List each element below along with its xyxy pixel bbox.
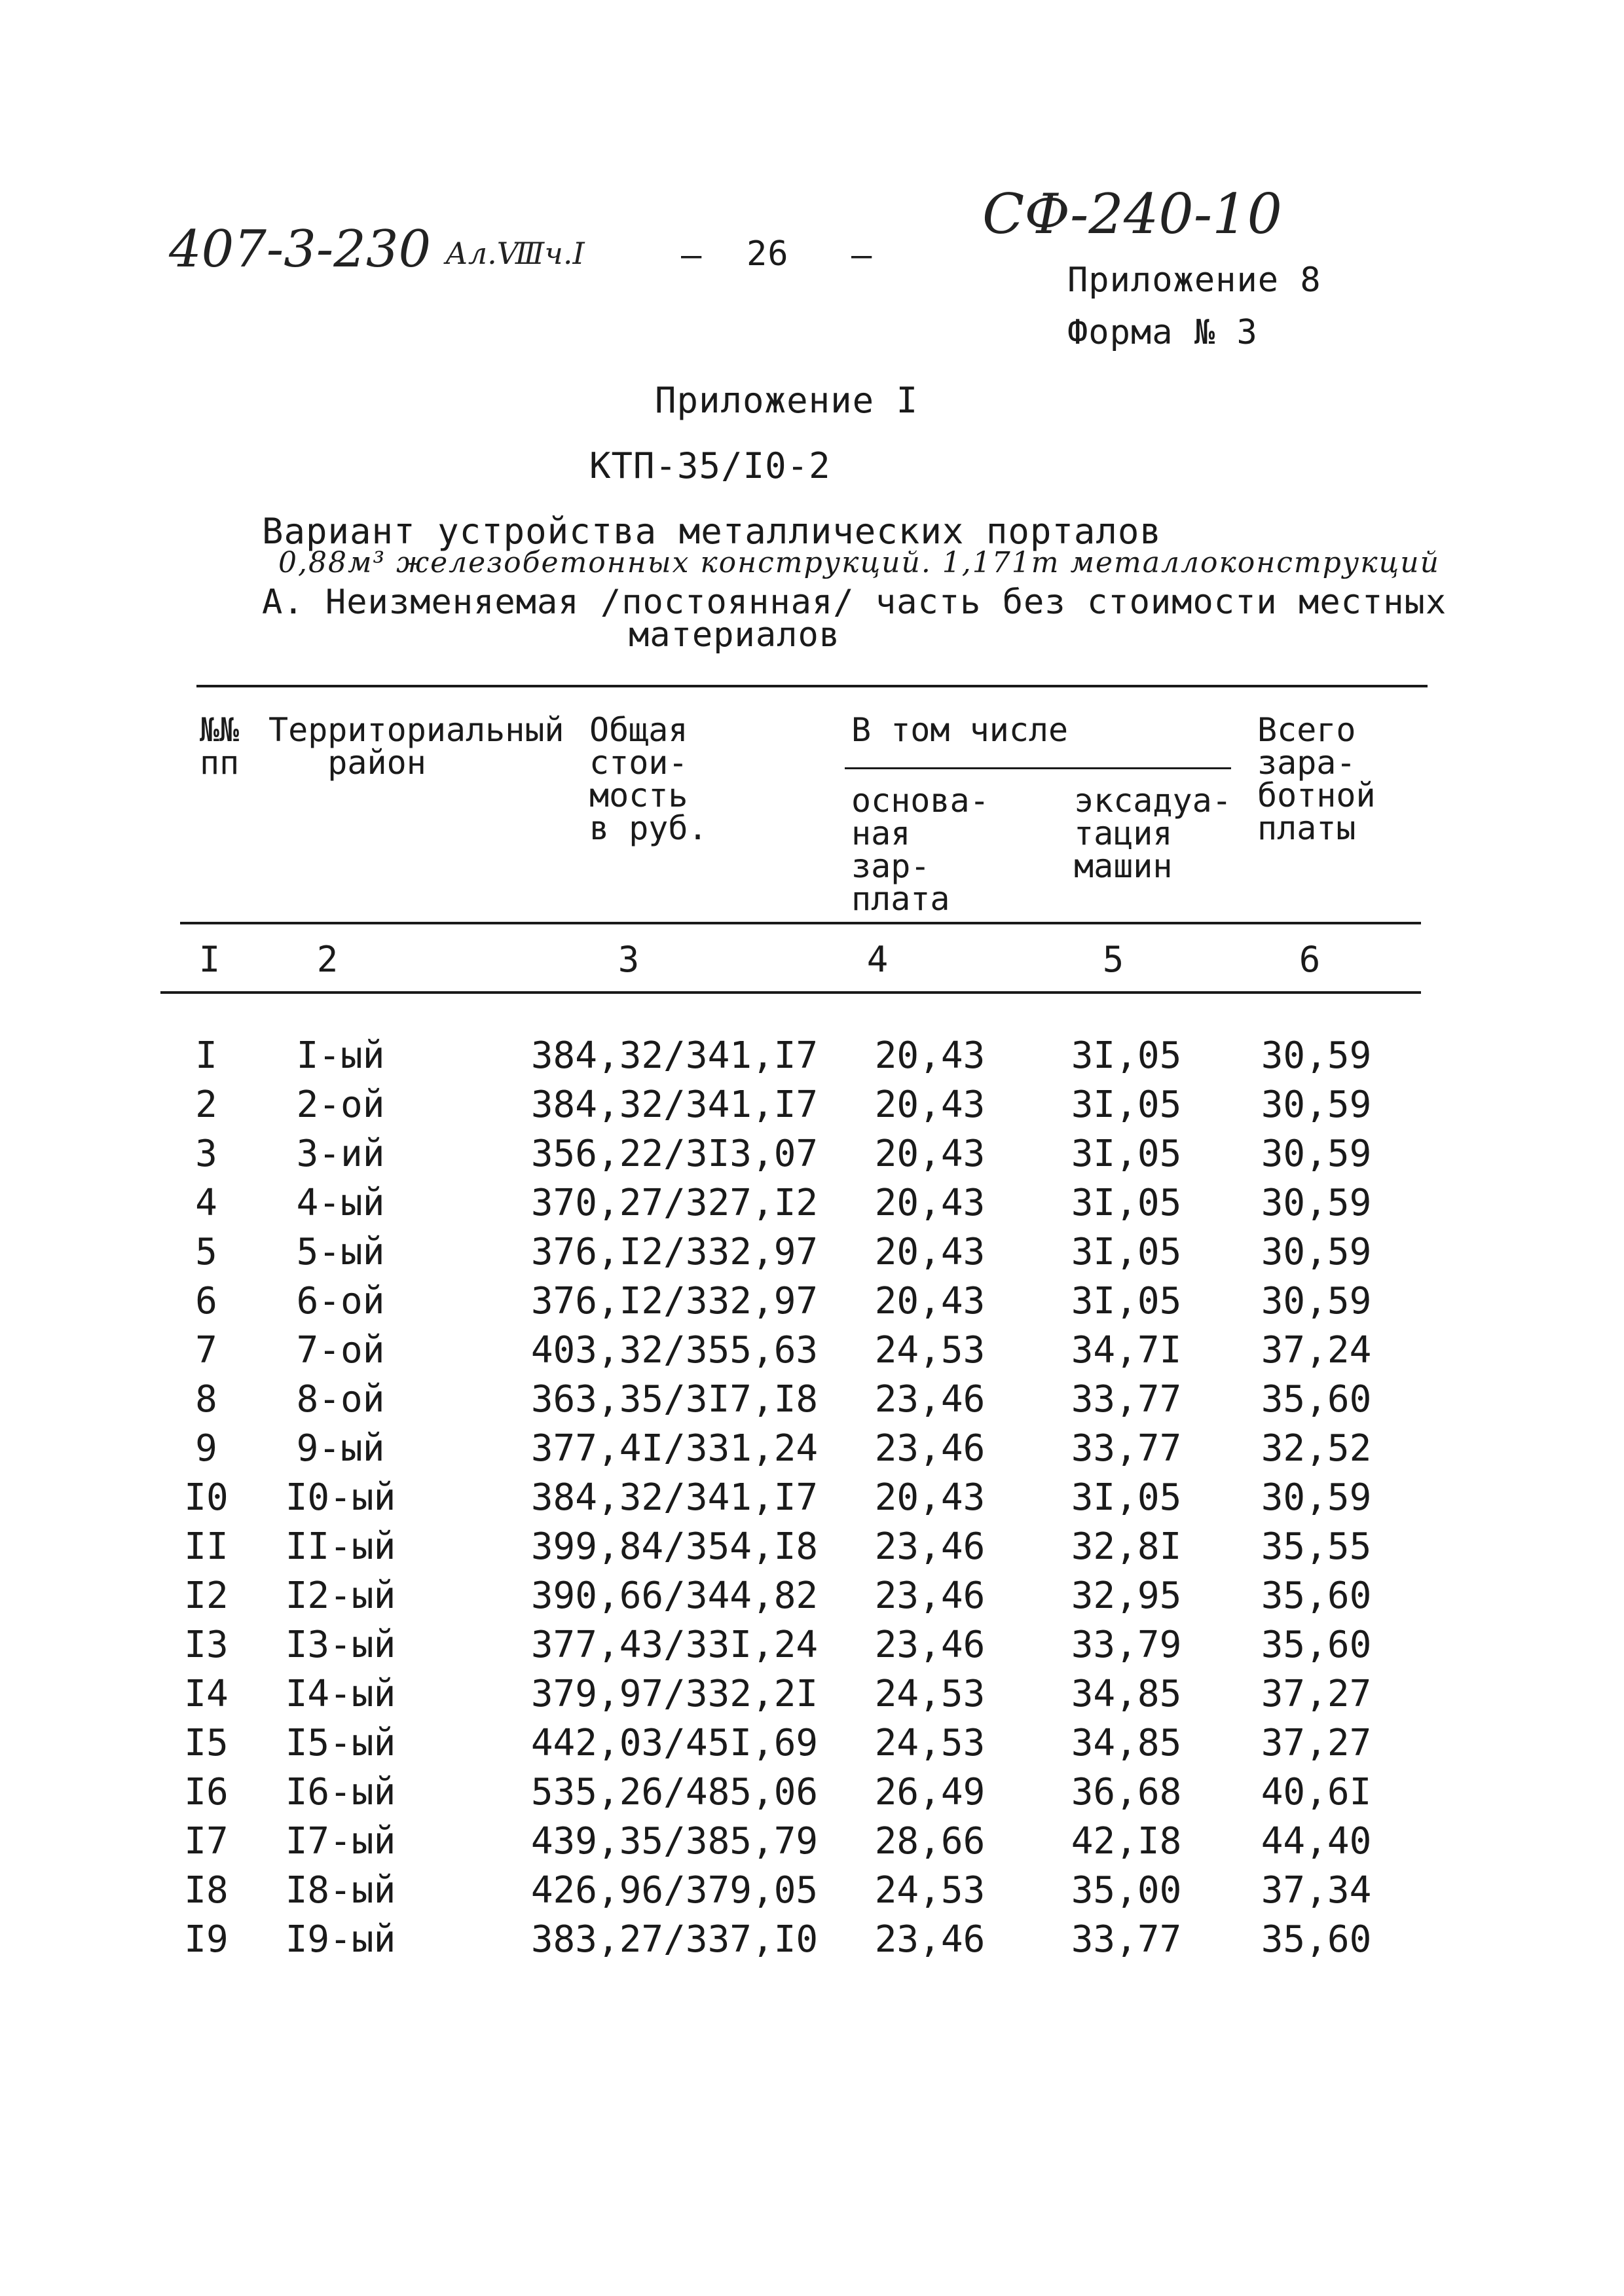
row-total-pay: 37,34 (1261, 1869, 1372, 1912)
row-region: 8-ой (296, 1378, 385, 1421)
row-cost: 384,32/341,I7 (530, 1084, 819, 1126)
row-cost: 442,03/45I,69 (530, 1722, 819, 1764)
row-total-pay: 30,59 (1261, 1280, 1372, 1322)
row-base-pay: 24,53 (874, 1673, 986, 1715)
row-machines: 35,00 (1071, 1869, 1182, 1912)
row-number: 6 (195, 1280, 217, 1322)
row-machines: 3I,05 (1071, 1034, 1182, 1077)
row-cost: 377,4I/331,24 (530, 1427, 819, 1470)
row-number: 2 (195, 1084, 217, 1126)
header-machines: эксадуа- тация машин (1074, 782, 1232, 885)
row-base-pay: 23,46 (874, 1427, 986, 1470)
row-number: 4 (195, 1182, 217, 1224)
row-base-pay: 20,43 (874, 1182, 986, 1224)
row-region: 2-ой (296, 1084, 385, 1126)
table-row (0, 1378, 1624, 1428)
row-total-pay: 32,52 (1261, 1427, 1372, 1470)
row-cost: 370,27/327,I2 (530, 1182, 819, 1224)
row-cost: 356,22/3I3,07 (530, 1133, 819, 1175)
row-number: 5 (195, 1231, 217, 1273)
table-row (0, 1427, 1624, 1477)
appendix-title: Приложение I (655, 380, 919, 421)
row-total-pay: 30,59 (1261, 1034, 1372, 1077)
header-no: №№ пп (200, 711, 240, 782)
row-number: I2 (184, 1575, 229, 1617)
row-region: 9-ый (296, 1427, 385, 1470)
album-ref: Ал.Ⅷч.I (445, 236, 585, 271)
table-row (0, 1525, 1624, 1575)
row-base-pay: 24,53 (874, 1329, 986, 1372)
header-base-pay: основа- ная зар- плата (851, 782, 989, 918)
appendix-8: Приложение 8 (1067, 261, 1321, 300)
row-total-pay: 30,59 (1261, 1133, 1372, 1175)
row-base-pay: 24,53 (874, 1869, 986, 1912)
row-region: I3-ый (285, 1624, 396, 1666)
row-machines: 33,77 (1071, 1918, 1182, 1961)
row-number: I5 (184, 1722, 229, 1764)
row-base-pay: 28,66 (874, 1820, 986, 1863)
row-region: 4-ый (296, 1182, 385, 1224)
row-base-pay: 23,46 (874, 1575, 986, 1617)
table-row (0, 1231, 1624, 1281)
row-cost: 403,32/355,63 (530, 1329, 819, 1372)
row-machines: 3I,05 (1071, 1182, 1182, 1224)
row-base-pay: 20,43 (874, 1476, 986, 1519)
row-region: I6-ый (285, 1771, 396, 1813)
page-dash-left: – (681, 236, 703, 275)
row-region: I-ый (296, 1034, 385, 1077)
table-row (0, 1182, 1624, 1231)
table-row (0, 1329, 1624, 1379)
row-machines: 3I,05 (1071, 1280, 1182, 1322)
row-machines: 34,7I (1071, 1329, 1182, 1372)
row-region: I2-ый (285, 1575, 396, 1617)
row-total-pay: 44,40 (1261, 1820, 1372, 1863)
row-number: II (184, 1525, 229, 1568)
table-row (0, 1673, 1624, 1722)
row-region: I7-ый (285, 1820, 396, 1863)
row-number: I7 (184, 1820, 229, 1863)
row-total-pay: 35,60 (1261, 1918, 1372, 1961)
row-cost: 384,32/341,I7 (530, 1476, 819, 1519)
page-dash-right: – (851, 236, 873, 275)
col-number-1: I (198, 939, 221, 980)
row-machines: 34,85 (1071, 1673, 1182, 1715)
row-region: I0-ый (285, 1476, 396, 1519)
row-number: I9 (184, 1918, 229, 1961)
row-machines: 3I,05 (1071, 1084, 1182, 1126)
page-number: 26 (747, 234, 789, 274)
row-cost: 426,96/379,05 (530, 1869, 819, 1912)
row-machines: 36,68 (1071, 1771, 1182, 1813)
row-base-pay: 20,43 (874, 1280, 986, 1322)
row-region: 3-ий (296, 1133, 385, 1175)
row-total-pay: 40,6I (1261, 1771, 1372, 1813)
row-total-pay: 30,59 (1261, 1231, 1372, 1273)
variant-title: Вариант устройства металлических порталов (262, 511, 1162, 552)
col-number-4: 4 (866, 939, 889, 980)
row-region: II-ый (285, 1525, 396, 1568)
header-incl: В том числе (851, 711, 1069, 749)
form-number: Форма № 3 (1067, 313, 1258, 352)
table-row (0, 1869, 1624, 1919)
row-cost: 384,32/341,I7 (530, 1034, 819, 1077)
row-base-pay: 23,46 (874, 1624, 986, 1666)
section-title-line2: материалов (629, 615, 841, 655)
row-machines: 3I,05 (1071, 1133, 1182, 1175)
row-region: I5-ый (285, 1722, 396, 1764)
header-bottom-rule (180, 922, 1421, 924)
row-machines: 3I,05 (1071, 1231, 1182, 1273)
row-cost: 383,27/337,I0 (530, 1918, 819, 1961)
header-incl-rule (845, 767, 1231, 769)
row-cost: 390,66/344,82 (530, 1575, 819, 1617)
row-region: I8-ый (285, 1869, 396, 1912)
row-total-pay: 35,60 (1261, 1575, 1372, 1617)
table-row (0, 1624, 1624, 1673)
row-region: I4-ый (285, 1673, 396, 1715)
row-machines: 34,85 (1071, 1722, 1182, 1764)
col-number-6: 6 (1299, 939, 1321, 980)
row-region: 6-ой (296, 1280, 385, 1322)
row-base-pay: 24,53 (874, 1722, 986, 1764)
col-number-3: 3 (618, 939, 640, 980)
row-number: I8 (184, 1869, 229, 1912)
row-number: I6 (184, 1771, 229, 1813)
row-cost: 377,43/33I,24 (530, 1624, 819, 1666)
row-cost: 379,97/332,2I (530, 1673, 819, 1715)
table-row (0, 1280, 1624, 1330)
table-row (0, 1820, 1624, 1870)
row-cost: 439,35/385,79 (530, 1820, 819, 1863)
table-row (0, 1771, 1624, 1821)
row-number: I4 (184, 1673, 229, 1715)
row-number: 8 (195, 1378, 217, 1421)
row-base-pay: 20,43 (874, 1084, 986, 1126)
row-number: I0 (184, 1476, 229, 1519)
col-number-2: 2 (316, 939, 339, 980)
row-base-pay: 23,46 (874, 1525, 986, 1568)
table-row (0, 1034, 1624, 1084)
row-region: I9-ый (285, 1918, 396, 1961)
row-base-pay: 20,43 (874, 1133, 986, 1175)
row-region: 5-ый (296, 1231, 385, 1273)
row-base-pay: 23,46 (874, 1918, 986, 1961)
table-top-rule (196, 685, 1428, 687)
row-total-pay: 30,59 (1261, 1476, 1372, 1519)
table-row (0, 1084, 1624, 1133)
row-base-pay: 26,49 (874, 1771, 986, 1813)
series-code: СФ-240-10 (982, 182, 1282, 246)
row-total-pay: 30,59 (1261, 1182, 1372, 1224)
row-cost: 399,84/354,I8 (530, 1525, 819, 1568)
row-cost: 376,I2/332,97 (530, 1280, 819, 1322)
row-cost: 535,26/485,06 (530, 1771, 819, 1813)
row-cost: 376,I2/332,97 (530, 1231, 819, 1273)
row-machines: 3I,05 (1071, 1476, 1182, 1519)
row-cost: 363,35/3I7,I8 (530, 1378, 819, 1421)
col-number-5: 5 (1102, 939, 1124, 980)
row-number: I3 (184, 1624, 229, 1666)
ktp-title: КТП-35/I0-2 (589, 445, 831, 486)
row-region: 7-ой (296, 1329, 385, 1372)
row-base-pay: 23,46 (874, 1378, 986, 1421)
row-machines: 33,79 (1071, 1624, 1182, 1666)
header-total-cost: Общая стои- мость в руб. (589, 711, 708, 847)
row-machines: 33,77 (1071, 1378, 1182, 1421)
materials-note: 0,88м³ железобетонных конструкций. 1,171т металлоконструкций (278, 546, 1440, 579)
section-title-line1: А. Неизменяемая /постоянная/ часть без стоимости местных (262, 583, 1447, 622)
doc-code: 407-3-230 (169, 220, 432, 279)
table-row (0, 1476, 1624, 1526)
table-row (0, 1575, 1624, 1624)
row-total-pay: 30,59 (1261, 1084, 1372, 1126)
table-row (0, 1133, 1624, 1182)
row-total-pay: 35,55 (1261, 1525, 1372, 1568)
row-total-pay: 35,60 (1261, 1378, 1372, 1421)
row-total-pay: 37,27 (1261, 1673, 1372, 1715)
row-total-pay: 37,24 (1261, 1329, 1372, 1372)
header-region: Территориальный район (268, 711, 564, 782)
row-number: I (195, 1034, 217, 1077)
row-base-pay: 20,43 (874, 1231, 986, 1273)
row-machines: 32,95 (1071, 1575, 1182, 1617)
header-total-pay: Всего зара- ботной платы (1257, 711, 1376, 847)
column-numbers-rule (160, 991, 1421, 994)
row-machines: 42,I8 (1071, 1820, 1182, 1863)
row-total-pay: 37,27 (1261, 1722, 1372, 1764)
row-machines: 32,8I (1071, 1525, 1182, 1568)
row-total-pay: 35,60 (1261, 1624, 1372, 1666)
row-number: 7 (195, 1329, 217, 1372)
row-number: 9 (195, 1427, 217, 1470)
table-row (0, 1722, 1624, 1772)
row-base-pay: 20,43 (874, 1034, 986, 1077)
table-row (0, 1918, 1624, 1968)
row-machines: 33,77 (1071, 1427, 1182, 1470)
row-number: 3 (195, 1133, 217, 1175)
